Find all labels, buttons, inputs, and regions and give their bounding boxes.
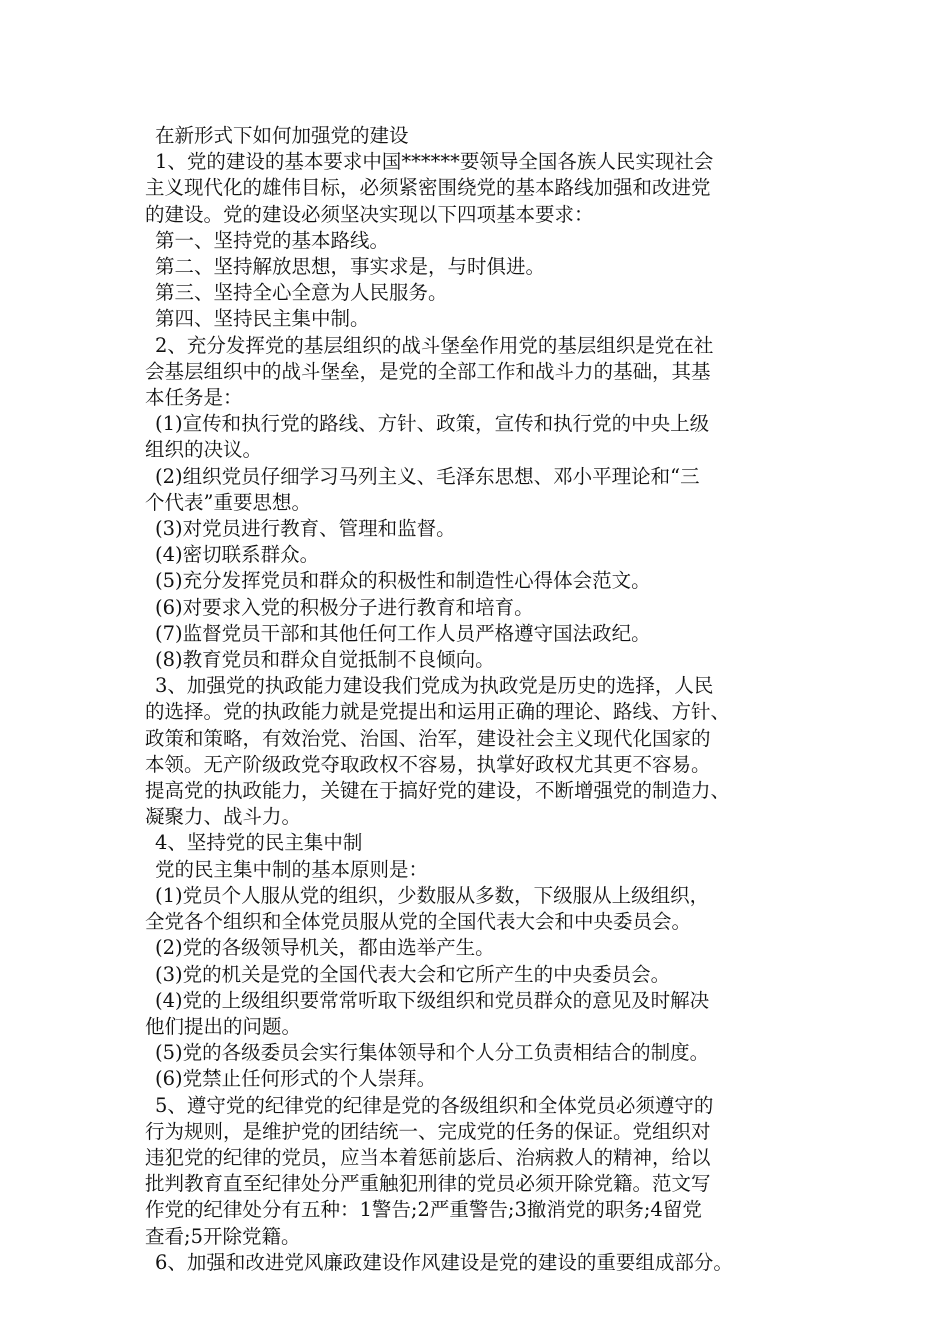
text-line: 第三、坚持全心全意为人民服务。: [155, 281, 448, 305]
text-line: 本领。无产阶级政党夺取政权不容易，执掌好政权尤其更不容易。: [145, 752, 711, 776]
text-line: (3)对党员进行教育、管理和监督。: [155, 517, 456, 541]
text-line: 他们提出的问题。: [145, 1014, 302, 1038]
text-line: (6)党禁止任何形式的个人崇拜。: [155, 1067, 437, 1091]
text-line: (2)组织党员仔细学习马列主义、毛泽东思想、邓小平理论和“三: [155, 464, 700, 488]
text-line: (6)对要求入党的积极分子进行教育和培育。: [155, 595, 534, 619]
text-line: (5)充分发挥党员和群众的积极性和制造性心得体会范文。: [155, 569, 651, 593]
text-line: 全党各个组织和全体党员服从党的全国代表大会和中央委员会。: [145, 910, 692, 934]
text-line: (8)教育党员和群众自觉抵制不良倾向。: [155, 648, 495, 672]
text-line: 第一、坚持党的基本路线。: [155, 228, 390, 252]
text-line: 1、党的建设的基本要求中国******要领导全国各族人民实现社会: [155, 150, 714, 174]
text-line: 批判教育直至纪律处分严重触犯刑律的党员必须开除党籍。范文写: [145, 1172, 711, 1196]
text-line: 行为规则，是维护党的团结统一、完成党的任务的保证。党组织对: [145, 1119, 711, 1143]
text-line: (1)宣传和执行党的路线、方针、政策，宣传和执行党的中央上级: [155, 412, 710, 436]
text-line: 第二、坚持解放思想，事实求是，与时俱进。: [155, 255, 546, 279]
text-line: 5、遵守党的纪律党的纪律是党的各级组织和全体党员必须遵守的: [155, 1093, 714, 1117]
text-line: 党的民主集中制的基本原则是：: [155, 857, 429, 881]
text-line: 的建设。党的建设必须坚决实现以下四项基本要求：: [145, 202, 594, 226]
document-title: 在新形式下如何加强党的建设: [155, 124, 409, 147]
document-body: [145, 123, 835, 1276]
text-line: 提高党的执政能力，关键在于搞好党的建设，不断增强党的制造力、: [145, 779, 731, 803]
text-line: 会基层组织中的战斗堡垒，是党的全部工作和战斗力的基础，其基: [145, 359, 711, 383]
text-line: 作党的纪律处分有五种：1警告;2严重警告;3撤消党的职务;4留党: [145, 1198, 702, 1222]
text-line: (4)党的上级组织要常常听取下级组织和党员群众的意见及时解决: [155, 988, 710, 1012]
text-line: (4)密切联系群众。: [155, 543, 320, 567]
text-line: 4、坚持党的民主集中制: [155, 831, 363, 855]
text-line: 查看;5开除党籍。: [145, 1224, 301, 1248]
text-line: (3)党的机关是党的全国代表大会和它所产生的中央委员会。: [155, 962, 671, 986]
text-line: 本任务是：: [145, 386, 243, 410]
text-line: 6、加强和改进党风廉政建设作风建设是党的建设的重要组成部分。: [155, 1250, 733, 1274]
text-line: 主义现代化的雄伟目标，必须紧密围绕党的基本路线加强和改进党: [145, 176, 711, 200]
text-line: (1)党员个人服从党的组织，少数服从多数，下级服从上级组织，: [155, 883, 710, 907]
text-line: (7)监督党员干部和其他任何工作人员严格遵守国法政纪。: [155, 621, 651, 645]
text-line: 违犯党的纪律的党员，应当本着惩前毖后、治病救人的精神，给以: [145, 1145, 711, 1169]
text-line: 组织的决议。: [145, 438, 263, 462]
text-line: (2)党的各级领导机关，都由选举产生。: [155, 936, 495, 960]
text-line: 第四、坚持民主集中制。: [155, 307, 370, 331]
text-line: 个代表”重要思想。: [145, 490, 311, 514]
text-line: 的选择。党的执政能力就是党提出和运用正确的理论、路线、方针、: [145, 700, 731, 724]
text-line: 凝聚力、战斗力。: [145, 805, 302, 829]
text-line: (5)党的各级委员会实行集体领导和个人分工负责相结合的制度。: [155, 1041, 710, 1065]
text-line: 政策和策略，有效治党、治国、治军，建设社会主义现代化国家的: [145, 726, 711, 750]
text-line: 2、充分发挥党的基层组织的战斗堡垒作用党的基层组织是党在社: [155, 333, 714, 357]
text-line: 3、加强党的执政能力建设我们党成为执政党是历史的选择，人民: [155, 674, 714, 698]
